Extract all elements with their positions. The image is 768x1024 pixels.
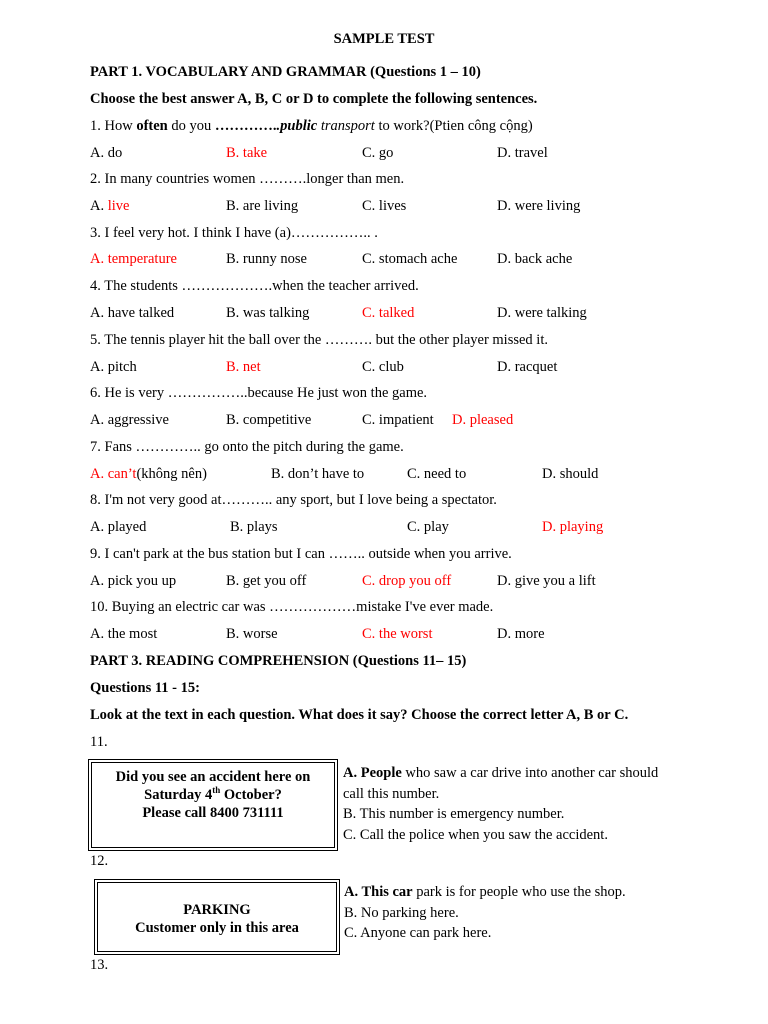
- q7-option-a-word: A. can’t: [90, 466, 137, 482]
- question-6: 6. He is very ……………..because He just won the game.: [90, 385, 428, 401]
- q10-option-b: B. worse: [226, 626, 278, 642]
- q6-option-a: A. aggressive: [90, 412, 169, 428]
- q1-text-1: 1. How: [90, 118, 137, 134]
- q1-option-b: B. take: [226, 145, 268, 161]
- accident-notice-line-1: Did you see an accident here on: [115, 769, 311, 785]
- accident-notice-line-2: Saturday 4th October?: [144, 785, 282, 803]
- question-11-number: 11.: [90, 734, 108, 750]
- q3-option-b: B. runny nose: [226, 251, 307, 267]
- accident-notice: [88, 759, 338, 851]
- q12-option-a: A. This car park is for people who use the shop.: [344, 884, 626, 900]
- q10-option-a: A. the most: [90, 626, 158, 642]
- q1-option-d: D. travel: [497, 145, 548, 161]
- part3-heading: PART 3. READING COMPREHENSION (Questions 11– 15): [90, 653, 467, 669]
- q9-option-d: D. give you a lift: [497, 573, 596, 589]
- question-4: 4. The students ……………….when the teacher arrived.: [90, 278, 419, 294]
- question-1: [90, 117, 533, 135]
- q11-options: [343, 763, 658, 845]
- parking-sign: [94, 879, 340, 955]
- q4-option-a: A. have talked: [90, 305, 175, 321]
- q6-option-c: C. impatient: [362, 412, 434, 428]
- q4-option-d: D. were talking: [497, 305, 587, 321]
- part1-instruction: Choose the best answer A, B, C or D to complete the following sentences.: [90, 91, 538, 107]
- q3-option-c: C. stomach ache: [362, 251, 458, 267]
- question-12-number: 12.: [90, 853, 109, 869]
- parking-sign-subtitle: Customer only in this area: [135, 920, 299, 936]
- q11-option-a: A. People who saw a car drive into another car should: [343, 765, 659, 781]
- question-9: 9. I can't park at the bus station but I can …….. outside when you arrive.: [90, 546, 512, 562]
- q1-option-a: A. do: [90, 145, 123, 161]
- question-10: 10. Buying an electric car was ………………mistake I've ever made.: [90, 599, 494, 615]
- q1-text-public: .public: [276, 118, 318, 134]
- q7-option-d: D. should: [542, 466, 599, 482]
- q5-option-b: B. net: [226, 359, 261, 375]
- q2-option-c: C. lives: [362, 198, 407, 214]
- q10-option-c: C. the worst: [362, 626, 433, 642]
- q8-option-b: B. plays: [230, 519, 278, 535]
- page-title: SAMPLE TEST: [333, 31, 435, 47]
- q6-option-b: B. competitive: [226, 412, 312, 428]
- question-8: 8. I'm not very good at……….. any sport, but I love being a spectator.: [90, 492, 497, 508]
- question-5: 5. The tennis player hit the ball over the ………. but the other player missed it.: [90, 332, 548, 348]
- question-7: 7. Fans ………….. go onto the pitch during the game.: [90, 439, 404, 455]
- q1-text-2: do you: [167, 118, 215, 134]
- q12-options: [344, 882, 626, 944]
- accident-notice-line-3: Please call 8400 731111: [142, 805, 284, 821]
- q8-option-d: D. playing: [542, 519, 604, 535]
- q11-option-c: C. Call the police when you saw the accident.: [343, 826, 608, 843]
- question-3: 3. I feel very hot. I think I have (a)…………….. .: [90, 225, 378, 241]
- q7-option-a-note: (không nên): [136, 466, 207, 482]
- q6-option-d: D. pleased: [452, 412, 514, 428]
- question-2: 2. In many countries women ……….longer than men.: [90, 171, 405, 187]
- q9-option-b: B. get you off: [226, 573, 307, 589]
- q2-option-a-word: live: [107, 198, 130, 214]
- q1-text-often: often: [136, 118, 168, 134]
- part3-instruction: Look at the text in each question. What does it say? Choose the correct letter A, B or C.: [90, 707, 629, 723]
- q9-option-c: C. drop you off: [362, 573, 452, 589]
- q1-option-c: C. go: [362, 145, 394, 161]
- q12-option-c: C. Anyone can park here.: [344, 925, 492, 941]
- part3-subheading: Questions 11 - 15:: [90, 680, 200, 696]
- parking-sign-title: PARKING: [183, 902, 251, 918]
- q3-option-d: D. back ache: [497, 251, 573, 267]
- q7-option-b: B. don’t have to: [271, 466, 365, 482]
- q11-option-b: B. This number is emergency number.: [343, 806, 565, 822]
- q4-option-b: B. was talking: [226, 305, 310, 321]
- q4-option-c: C. talked: [362, 305, 415, 321]
- q10-option-d: D. more: [497, 626, 545, 642]
- q9-option-a: A. pick you up: [90, 573, 177, 589]
- q1-text-transport: transport: [317, 118, 375, 134]
- q1-blank: ………….: [214, 118, 277, 134]
- q7-option-a: [90, 465, 207, 483]
- part1-heading: PART 1. VOCABULARY AND GRAMMAR (Questions 1 – 10): [90, 64, 481, 80]
- q2-option-a: A. live: [90, 198, 130, 214]
- q8-option-a: A. played: [90, 519, 147, 535]
- q7-option-c: C. need to: [407, 466, 467, 482]
- q11-option-a-cont: call this number.: [343, 785, 440, 802]
- q5-option-d: D. racquet: [497, 359, 558, 375]
- q5-option-a: A. pitch: [90, 359, 137, 375]
- q2-option-b: B. are living: [226, 198, 299, 214]
- q3-option-a: A. temperature: [90, 251, 177, 267]
- q2-option-d: D. were living: [497, 198, 581, 214]
- question-13-number: 13.: [90, 957, 109, 973]
- q8-option-c: C. play: [407, 519, 449, 535]
- q1-text-3: to work?(Ptien công cộng): [374, 118, 533, 134]
- q5-option-c: C. club: [362, 359, 404, 375]
- q12-option-b: B. No parking here.: [344, 904, 459, 921]
